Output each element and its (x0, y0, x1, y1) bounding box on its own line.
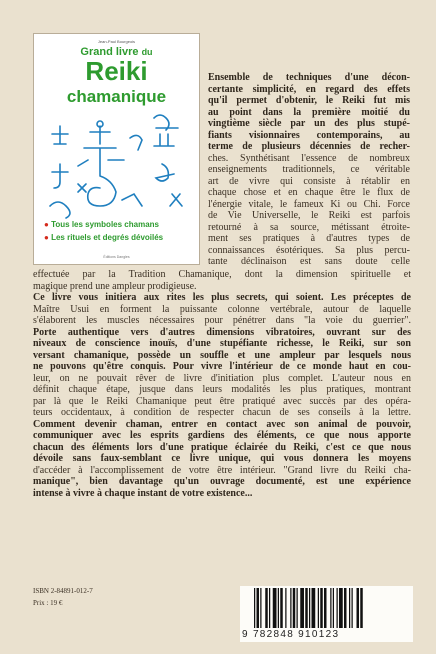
cover-title-chamanique: chamanique (66, 87, 167, 106)
barcode-bar (360, 588, 363, 628)
front-cover-thumbnail (33, 33, 200, 265)
text-line: s'élaborent les muscles nécessaires pour pénétrer dans "la voie du guerrier". (33, 315, 411, 326)
text-line: Ce livre vous initiera aux rites les plus secrets, qui soient. Les préceptes de (33, 292, 411, 303)
bullet-dot-icon: ● (44, 220, 49, 229)
bullet-dot-icon: ● (44, 233, 49, 242)
barcode-number: 9 782848 910123 (242, 629, 340, 640)
cover-bullet-1-text: Tous les symboles chamans (51, 220, 159, 229)
barcode (254, 588, 408, 628)
barcode-bar (305, 588, 308, 628)
cover-bullet-rituals (44, 233, 163, 242)
text-line: tante déclinaison est sans doute celle (208, 256, 410, 267)
text-line: ne pouvons qu'être conquis. Pour vivre l'intérieur de ce monde haut en cou- (33, 361, 411, 372)
text-line: dévoile sans faux-semblant ce livre unique, qui vous donnera les moyens (33, 453, 411, 464)
barcode-bar (280, 588, 283, 628)
barcode-bar (320, 588, 323, 628)
text-line: intense à vivre à chaque instant de votre existence... (33, 487, 253, 499)
barcode-bar (312, 588, 316, 628)
text-line: effectuée par la Tradition Chamanique, dont la dimension spirituelle et (33, 269, 411, 280)
barcode-bar (333, 588, 334, 628)
text-line: Porte authentique vers d'autres dimensions vibratoires, ouvrant sur des (33, 326, 411, 338)
text-line: terme de plusieurs décennies de recher- (208, 141, 410, 152)
barcode-bar (269, 588, 270, 628)
barcode-bar (300, 588, 304, 628)
barcode-bar (285, 588, 286, 628)
cover-bullet-symbols (44, 220, 159, 229)
cover-bullet-2-text: Les rituels et degrés dévoilés (51, 233, 164, 242)
barcode-bar (254, 588, 255, 628)
barcode-bar (339, 588, 343, 628)
text-line: niveaux de conscience inouïs, d'une stupéfiante richesse, le Reiki, sur son (33, 338, 411, 349)
barcode-bar (278, 588, 279, 628)
text-line: leur, on ne pouvait rêver de livre d'initiation plus complet. L'auteur nous en (33, 372, 411, 384)
text-line: Maître Usui en forment la puissante colonne vertébrale, autour de laquelle (33, 303, 411, 315)
text-line: au point dans la première moitié du (208, 106, 410, 118)
barcode-bar (309, 588, 310, 628)
barcode-bar (357, 588, 360, 628)
cover-title-reiki: Reiki (85, 56, 148, 86)
text-line: de Vie Universelle, le Reiki est parfois (208, 210, 410, 221)
barcode-bar (290, 588, 291, 628)
cover-title-word-grand-livre: Grand livre (80, 46, 139, 58)
text-line: enseignements traditionnels, ce véritable (208, 164, 410, 175)
price: Prix : 19 € (33, 599, 63, 607)
barcode-bar (349, 588, 350, 628)
shamanic-symbols-illustration (42, 114, 192, 226)
text-line: chaque chose et en chaque être le flux de (208, 187, 410, 198)
text-line: magique prend une ampleur prodigieuse. (33, 280, 197, 292)
text-line: ches. Synthétisant l'essence de nombreux (208, 152, 410, 164)
text-line: l'énergie vitale, le fameux Ki ou Chi. Force (208, 198, 410, 210)
barcode-bar (265, 588, 268, 628)
text-line: communiquer avec les esprits gardiens des éléments, ce que nous apporte (33, 430, 411, 441)
text-line: fiants visionnaires contemporains, au (208, 129, 410, 141)
barcode-bar (273, 588, 277, 628)
barcode-bar (330, 588, 331, 628)
barcode-bar (257, 588, 260, 628)
barcode-bar (260, 588, 261, 628)
barcode-bar (324, 588, 327, 628)
cover-title-word-du: du (141, 47, 153, 57)
text-line: vingtième siècle par un des plus stupé- (208, 118, 410, 129)
text-line: par là que le Reiki Chamanique peut être pratiqué avec succès par des opéra- (33, 395, 411, 407)
text-line: art de vivre qui consiste à rétablir en (208, 175, 410, 187)
cover-author: Jean-Paul Bourgeois (97, 39, 136, 44)
cover-publisher: Éditions Dangles (103, 255, 130, 259)
text-line: retourné à sa source, métissant étroite- (208, 221, 410, 233)
text-line: versant chamanique, possède un souffle et une ampleur par lesquels nous (33, 349, 411, 361)
text-line: Ensemble de techniques d'une décon- (208, 72, 410, 83)
text-line: définit chaque étape, jusque dans leurs modalités les plus pratiques, montrant (33, 384, 411, 395)
barcode-bar (337, 588, 338, 628)
barcode-bar (293, 588, 296, 628)
text-line: qu'il permet d'obtenir, le Reiki fut mis (208, 95, 410, 106)
text-line: manique", bien davantage qu'un ouvrage documenté, est une expérience (33, 476, 411, 487)
text-line: d'accéder à l'accomplissement de votre être intérieur. "Grand livre du Reiki cha- (33, 464, 411, 476)
barcode-bar (352, 588, 353, 628)
text-line: teurs occidentaux, à condition de respecter chacun de ses conseils à la lettre. (33, 407, 411, 418)
text-line: ment ses pratiques à d'autres types de (208, 233, 410, 244)
text-line: chacun des éléments lors d'une pratique éclairée du Reiki, c'est ce que nous (33, 441, 411, 453)
barcode-area (240, 586, 413, 642)
barcode-bar (318, 588, 319, 628)
text-line: connaissances ésotériques. Sa plus percu- (208, 244, 410, 256)
barcode-bar (344, 588, 347, 628)
text-line: certante simplicité, en regard des effets (208, 83, 410, 95)
barcode-bar (297, 588, 298, 628)
isbn: ISBN 2-84891-012-7 (33, 587, 93, 595)
text-line: Comment devenir chaman, entrer en contact avec son animal de pouvoir, (33, 418, 411, 430)
